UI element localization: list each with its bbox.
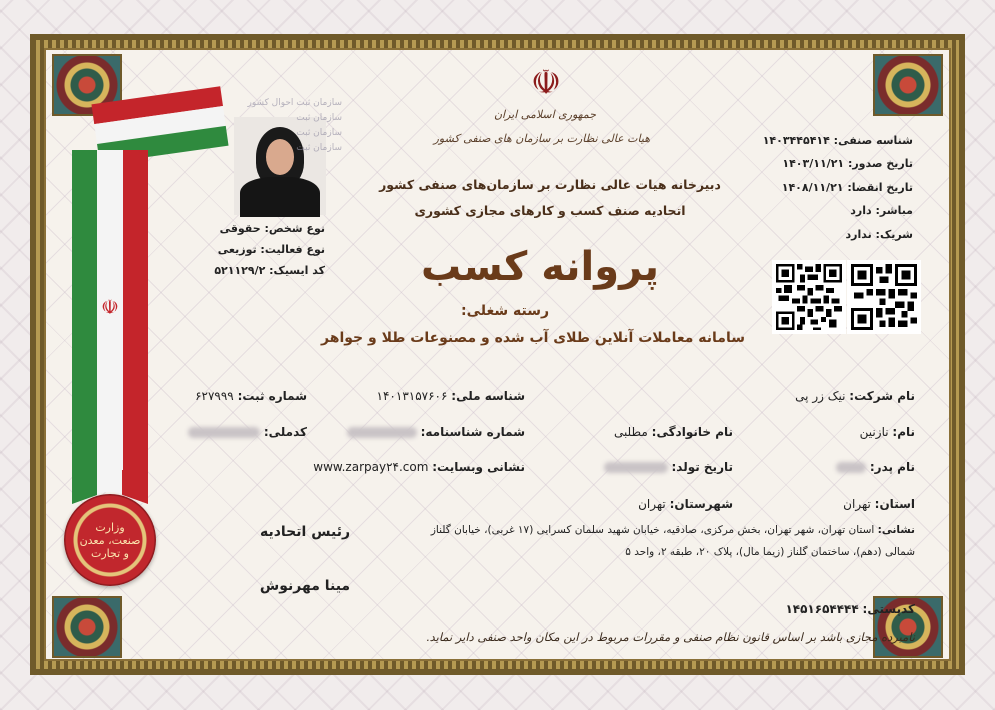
company-name-row	[795, 389, 915, 403]
national-id-row	[377, 389, 525, 403]
postal-code-row	[785, 602, 915, 616]
registration-number-row	[195, 389, 307, 403]
address-value-line-1: استان تهران، شهر تهران، بخش مرکزی، صادقیه، خیابان شهید سلمان کسرایی (۱۷ غربی)، خیابان گلناز	[430, 524, 875, 536]
postal-code-value: ۱۴۵۱۶۵۴۴۴۴	[785, 602, 859, 616]
first-name-label: نام:	[892, 425, 915, 439]
first-name-value: نازنین	[859, 425, 889, 439]
signatory-title: رئیس اتحادیه	[259, 524, 351, 540]
website-row	[313, 460, 525, 474]
state-title: جمهوری اسلامی ایران	[493, 108, 597, 121]
website-link[interactable]: www.zarpay۲۴.com	[313, 460, 429, 474]
ministry-seal	[64, 494, 156, 586]
council-title: هیات عالی نظارت بر سازمان های صنفی کشور	[433, 132, 650, 145]
birth-date-row	[604, 460, 733, 474]
expiry-date: تاریخ انقضا: ۱۴۰۸/۱۱/۲۱	[781, 181, 913, 194]
person-type: نوع شخص: حقوقی	[219, 222, 325, 235]
birth-date-redacted	[604, 462, 668, 473]
province-row	[843, 497, 915, 511]
national-id-label: شناسه ملی:	[451, 389, 525, 403]
corner-ornament-top-right	[873, 54, 943, 116]
signatory-name: مینا مهرنوش	[259, 578, 351, 594]
flag-ribbon	[72, 150, 148, 492]
registration-number-label: شماره ثبت:	[237, 389, 307, 403]
registration-number-value: ۶۲۷۹۹۹	[195, 389, 234, 403]
national-id-value: ۱۴۰۱۳۱۵۷۶۰۶	[376, 389, 448, 403]
father-name-redacted	[836, 462, 866, 473]
father-name-row	[836, 460, 915, 474]
address-line-1	[431, 524, 915, 536]
website-label: نشانی وبسایت:	[432, 460, 525, 474]
footer-note: نامبرده مجازی باشد بر اساس قانون نظام صنفی و مقررات مربوط در این مکان واحد صنفی دایر نماید.	[425, 630, 915, 644]
qr-code	[772, 260, 846, 334]
corner-ornament-bottom-left	[52, 596, 122, 658]
province-label: استان:	[874, 497, 915, 511]
postal-code-label: کدپستی:	[862, 602, 915, 616]
first-name-row	[860, 425, 915, 439]
family-name-row	[614, 425, 733, 439]
business-field-value: سامانه معاملات آنلاین طلای آب شده و مصنوعات طلا و جواهر	[321, 330, 745, 346]
company-name-value: نیک زر پی	[795, 389, 846, 403]
father-name-label: نام پدر:	[869, 460, 915, 474]
iran-emblem-icon: ☫	[530, 63, 562, 103]
city-label: شهرستان:	[669, 497, 733, 511]
qr-code	[847, 260, 921, 334]
birth-date-label: تاریخ تولد:	[671, 460, 733, 474]
photo-watermark: سازمان ثبت احوال کشور سازمان ثبت سازمان ثبت سازمان ثبت	[247, 98, 342, 153]
manager-status: مباشر: دارد	[850, 204, 913, 217]
secretariat-title: دبیرخانه هیات عالی نظارت بر سازمان‌های صنفی کشور	[379, 177, 721, 192]
city-value: تهران	[638, 497, 666, 511]
isic-code: کد ایسیک: ۵۲۱۱۲۹/۲	[214, 264, 325, 277]
union-title: اتحادیه صنف کسب و کارهای مجازی کشوری	[414, 203, 686, 218]
province-value: تهران	[843, 497, 871, 511]
family-name-value: مطلبی	[613, 425, 648, 439]
flag-emblem-icon: ☫	[101, 295, 119, 319]
national-code-row	[188, 425, 307, 439]
guild-id: شناسه صنفی: ۱۴۰۳۴۴۵۴۱۴	[762, 134, 913, 147]
id-number-redacted	[347, 427, 417, 438]
activity-type: نوع فعالیت: توزیعی	[217, 243, 325, 256]
document-title: پروانه کسب	[421, 244, 659, 290]
family-name-label: نام خانوادگی:	[651, 425, 733, 439]
field-label: رسته شغلی:	[460, 303, 550, 319]
national-code-label: کدملی:	[263, 425, 307, 439]
seal-text-line: وزارت	[95, 520, 125, 534]
seal-text-line: صنعت، معدن	[79, 533, 141, 547]
issue-date: تاریخ صدور: ۱۴۰۳/۱۱/۲۱	[782, 157, 913, 170]
partner-status: شریک: ندارد	[845, 228, 913, 241]
id-number-row	[347, 425, 525, 439]
company-name-label: نام شرکت:	[849, 389, 915, 403]
address-label: نشانی:	[877, 524, 915, 536]
city-row	[638, 497, 733, 511]
address-value-line-2: شمالی (دهم)، ساختمان گلناز (زیما مال)، پلاک ۲۰، طبقه ۲، واحد ۵	[625, 546, 915, 558]
seal-text-line: و تجارت	[91, 546, 129, 560]
national-code-redacted	[188, 427, 260, 438]
id-number-label: شماره شناسنامه:	[420, 425, 525, 439]
